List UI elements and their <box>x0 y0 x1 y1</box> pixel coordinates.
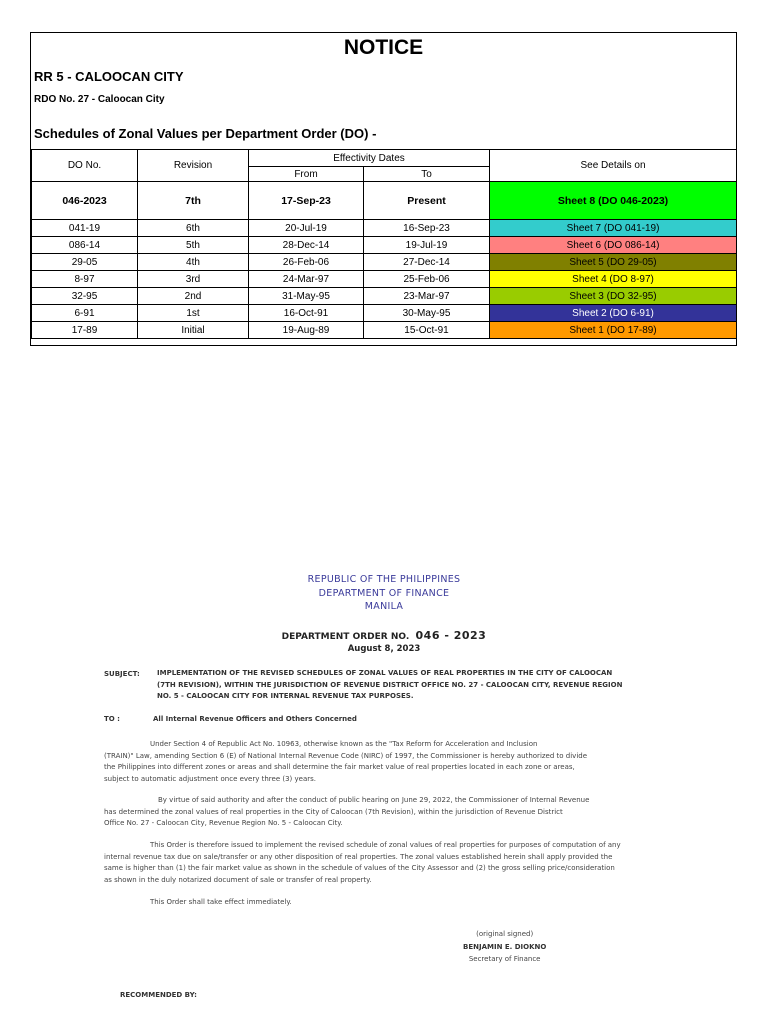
to-label: TO : <box>104 715 120 723</box>
schedule-title: Schedules of Zonal Values per Department Order (DO) - <box>34 126 377 141</box>
signatory-name: BENJAMIN E. DIOKNO <box>463 942 547 951</box>
cell-to: 23-Mar-97 <box>364 288 490 305</box>
cell-from: 28-Dec-14 <box>249 237 364 254</box>
paragraph-line: has determined the zonal values of real properties in the City of Caloocan (7th Revision), within the jurisdiction of Revenue District <box>104 807 563 816</box>
header-do-no: DO No. <box>32 150 138 182</box>
cell-do-no: 086-14 <box>32 237 138 254</box>
subject-line: NO. 5 - CALOOCAN CITY FOR INTERNAL REVENUE TAX PURPOSES. <box>157 692 414 700</box>
to-value: All Internal Revenue Officers and Others Concerned <box>153 715 357 723</box>
paragraph-4: This Order shall take effect immediately. <box>150 898 292 906</box>
cell-to: 15-Oct-91 <box>364 322 490 339</box>
table-row <box>32 305 737 322</box>
subject-text <box>157 668 637 703</box>
cell-from: 19-Aug-89 <box>249 322 364 339</box>
recommended-by-label: RECOMMENDED BY: <box>120 991 197 999</box>
paragraph-line: By virtue of said authority and after the conduct of public hearing on June 29, 2022, the Commissioner of Internal Revenue <box>158 796 590 804</box>
paragraph-line: internal revenue tax due on sale/transfer or any other disposition of real properties. The zonal values established herein shall apply provided the <box>104 852 613 861</box>
cell-revision: 4th <box>138 254 249 271</box>
republic-heading: REPUBLIC OF THE PHILIPPINES <box>307 574 461 585</box>
paragraph-line: subject to automatic adjustment once every three (3) years. <box>104 774 316 783</box>
cell-do-no: 6-91 <box>32 305 138 322</box>
subject-label: SUBJECT: <box>104 670 140 678</box>
cell-to: 19-Jul-19 <box>364 237 490 254</box>
cell-revision: 6th <box>138 220 249 237</box>
paragraph-1 <box>104 739 634 785</box>
table-row <box>32 220 737 237</box>
order-no: 046 - 2023 <box>415 629 487 642</box>
cell-to: 30-May-95 <box>364 305 490 322</box>
subject-line: IMPLEMENTATION OF THE REVISED SCHEDULES OF ZONAL VALUES OF REAL PROPERTIES IN THE CITY OF CALOOCAN <box>157 669 613 677</box>
cell-to: 27-Dec-14 <box>364 254 490 271</box>
cell-details[interactable]: Sheet 6 (DO 086-14) <box>490 237 737 254</box>
cell-details[interactable]: Sheet 3 (DO 32-95) <box>490 288 737 305</box>
cell-do-no: 8-97 <box>32 271 138 288</box>
table-row <box>32 322 737 339</box>
notice-title: NOTICE <box>343 36 424 59</box>
cell-details[interactable]: Sheet 1 (DO 17-89) <box>490 322 737 339</box>
department-heading: DEPARTMENT OF FINANCE <box>318 588 450 599</box>
cell-from: 31-May-95 <box>249 288 364 305</box>
signed-note: (original signed) <box>476 930 534 938</box>
paragraph-line: This Order is therefore issued to implement the revised schedule of zonal values of real properties for purposes of computation of any <box>150 841 621 849</box>
cell-details[interactable]: Sheet 4 (DO 8-97) <box>490 271 737 288</box>
cell-from: 26-Feb-06 <box>249 254 364 271</box>
table-row <box>32 271 737 288</box>
table-row <box>32 254 737 271</box>
cell-details[interactable]: Sheet 8 (DO 046-2023) <box>490 182 737 220</box>
scanned-department-order <box>0 560 768 1024</box>
signature-block <box>463 928 546 966</box>
paragraph-line: same is higher than (1) the fair market value as shown in the schedule of values of the City Assessor and (2) the gross selling price/consideration <box>104 864 615 872</box>
paragraph-2 <box>104 795 634 830</box>
cell-details[interactable]: Sheet 7 (DO 041-19) <box>490 220 737 237</box>
cell-revision: Initial <box>138 322 249 339</box>
signatory-title: Secretary of Finance <box>468 955 541 963</box>
order-label: DEPARTMENT ORDER NO. <box>281 632 410 642</box>
region-label: RR 5 - CALOOCAN CITY <box>34 69 184 84</box>
table-header-row <box>32 150 737 167</box>
rdo-label: RDO No. 27 - Caloocan City <box>34 94 165 105</box>
cell-from: 16-Oct-91 <box>249 305 364 322</box>
cell-from: 24-Mar-97 <box>249 271 364 288</box>
header-effectivity: Effectivity Dates <box>249 150 490 167</box>
order-date: August 8, 2023 <box>347 644 421 654</box>
cell-revision: 5th <box>138 237 249 254</box>
table-row <box>32 182 737 220</box>
paragraph-line: the Philippines into different zones or areas and shall determine the fair market value of real properties located in each zone or areas, <box>104 763 575 771</box>
header-to: To <box>364 167 490 182</box>
department-order-number <box>0 629 768 642</box>
cell-revision: 3rd <box>138 271 249 288</box>
city-heading: MANILA <box>364 601 404 612</box>
zonal-values-table <box>31 149 737 339</box>
cell-do-no: 17-89 <box>32 322 138 339</box>
paragraph-line: as shown in the duly notarized document of sale or transfer of real property. <box>104 875 372 884</box>
cell-details[interactable]: Sheet 2 (DO 6-91) <box>490 305 737 322</box>
cell-revision: 1st <box>138 305 249 322</box>
cell-to: 25-Feb-06 <box>364 271 490 288</box>
cell-to: 16-Sep-23 <box>364 220 490 237</box>
cell-from: 20-Jul-19 <box>249 220 364 237</box>
notice-box <box>30 32 737 346</box>
header-details: See Details on <box>490 150 737 182</box>
paragraph-line: Under Section 4 of Republic Act No. 10963, otherwise known as the "Tax Reform for Acceleration and Inclusion <box>150 740 538 748</box>
table-row <box>32 288 737 305</box>
cell-revision: 2nd <box>138 288 249 305</box>
cell-from: 17-Sep-23 <box>249 182 364 220</box>
paragraph-3 <box>104 840 634 886</box>
cell-do-no: 041-19 <box>32 220 138 237</box>
header-from: From <box>249 167 364 182</box>
cell-do-no: 046-2023 <box>32 182 138 220</box>
header-revision: Revision <box>138 150 249 182</box>
cell-do-no: 29-05 <box>32 254 138 271</box>
subject-line: (7TH REVISION), WITHIN THE JURISDICTION OF REVENUE DISTRICT OFFICE NO. 27 - CALOOCAN CITY, REVENUE REGION <box>157 680 623 689</box>
paragraph-line: Office No. 27 - Caloocan City, Revenue Region No. 5 - Caloocan City. <box>104 819 343 827</box>
cell-do-no: 32-95 <box>32 288 138 305</box>
cell-revision: 7th <box>138 182 249 220</box>
table-row <box>32 237 737 254</box>
paragraph-line: (TRAIN)" Law, amending Section 6 (E) of National Internal Revenue Code (NIRC) of 1997, the Commissioner is hereby authorized to divide <box>104 751 588 760</box>
cell-to: Present <box>364 182 490 220</box>
cell-details[interactable]: Sheet 5 (DO 29-05) <box>490 254 737 271</box>
